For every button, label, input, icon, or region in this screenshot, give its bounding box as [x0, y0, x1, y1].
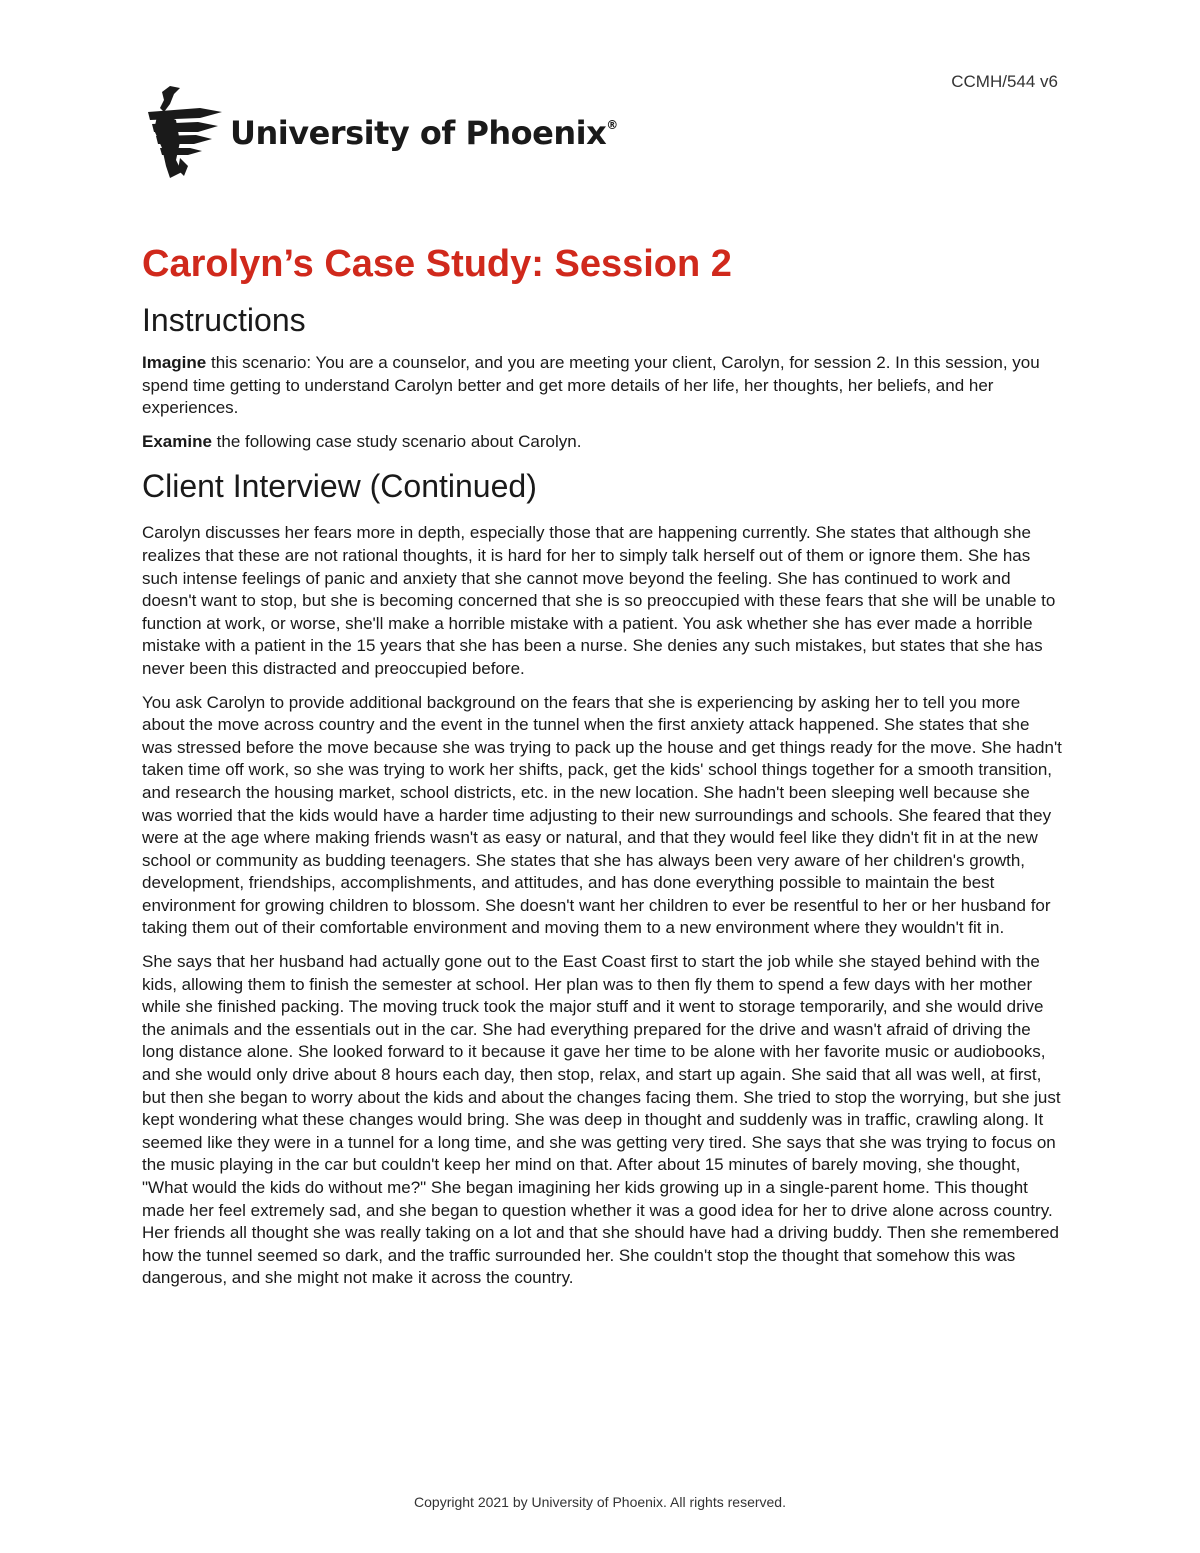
instructions-heading: Instructions	[142, 302, 306, 338]
instructions-paragraph-2	[142, 431, 1062, 454]
interview-heading: Client Interview (Continued)	[142, 468, 537, 505]
registered-mark: ®	[606, 118, 618, 132]
interview-paragraph-2: You ask Carolyn to provide additional background on the fears that she is experiencing by asking her to tell you more about the move across country and the event in the tunnel when the first anxiety attack happened. She states that she was stressed before the move because she was trying to pack up the house and get things ready for the move. She hadn't taken time off work, so she was trying to work her shifts, pack, get the kids' school things together for a smooth transition, and research the housing market, school districts, etc. in the new location. She hadn't been sleeping well because she was worried that the kids would have a harder time adjusting to their new surroundings and schools. She feared that they were at the age where making friends wasn't as easy or natural, and that they would feel like they didn't fit in at the new school or community as budding teenagers. She states that she has always been very aware of her children's growth, development, friendships, accomplishments, and attitudes, and has done everything possible to maintain the best environment for growing children to blossom. She doesn't want her children to ever be resentful to her or her husband for taking them out of their comfortable environment and moving them to a new environment where they wouldn't fit in.	[142, 692, 1062, 938]
course-code: CCMH/544 v6	[951, 72, 1058, 91]
logo-text: University of Phoenix	[230, 114, 607, 152]
instructions-p2-text: the following case study scenario about Carolyn.	[211, 431, 582, 451]
logo-wordmark	[230, 114, 618, 152]
phoenix-bird-icon	[140, 82, 222, 178]
instructions-p1-lead: Imagine	[142, 353, 207, 372]
document-body	[142, 238, 1062, 1301]
interview-paragraph-3: She says that her husband had actually gone out to the East Coast first to start the job while she stayed behind with the kids, allowing them to finish the semester at school. Her plan was to then fly them to spend a few days with her mother while she finished packing. The moving truck took the major stuff and it went to storage temporarily, and she would drive the animals and the essentials out in the car. She had everything prepared for the drive and wasn't afraid of driving the long distance alone. She looked forward to it because it gave her time to be alone with her favorite music or audiobooks, and she would only drive about 8 hours each day, then stop, relax, and start up again. She said that all was well, at first, but then she began to worry about the kids and about the changes facing them. She tried to stop the worrying, but she just kept wondering what these changes would bring. She was deep in thought and suddenly was in traffic, crawling along. It seemed like they were in a tunnel for a long time, and she was getting very tired. She says that she was trying to focus on the music playing in the car but couldn't keep her mind on that. After about 15 minutes of barely moving, she thought, "What would the kids do without me?" She began imagining her kids growing up in a single-parent home. This thought made her feel extremely sad, and she began to question whether it was a good idea for her to drive alone across country. Her friends all thought she was really taking on a lot and that she should have had a driving buddy. Then she remembered how the tunnel seemed so dark, and the traffic surrounded her. She couldn't stop the thought that somehow this was dangerous, and she might not make it across the country.	[142, 952, 1061, 1288]
copyright-footer: Copyright 2021 by University of Phoenix. All rights reserved.	[414, 1494, 786, 1510]
university-logo	[140, 82, 618, 178]
document-title: Carolyn’s Case Study: Session 2	[142, 243, 732, 285]
instructions-p2-lead: Examine	[142, 431, 212, 451]
interview-paragraph-1: Carolyn discusses her fears more in depth, especially those that are happening currently. She states that although she realizes that these are not rational thoughts, it is hard for her to simply talk herself out of them or ignore them. She has such intense feelings of panic and anxiety that she cannot move beyond the feeling. She has continued to work and doesn't want to stop, but she is becoming concerned that she is so preoccupied with these fears that she will be unable to function at work, or worse, she'll make a horrible mistake with a patient. You ask whether she has ever made a horrible mistake with a patient in the 15 years that she has been a nurse. She denies any such mistakes, but states that she has never been this distracted and preoccupied before.	[142, 523, 1056, 678]
instructions-p1-text: this scenario: You are a counselor, and you are meeting your client, Carolyn, for session 2. In this session, you spend time getting to understand Carolyn better and get more details of her life, her thoughts, her beliefs, and her experiences.	[142, 353, 1040, 418]
instructions-paragraph-1	[142, 352, 1062, 420]
